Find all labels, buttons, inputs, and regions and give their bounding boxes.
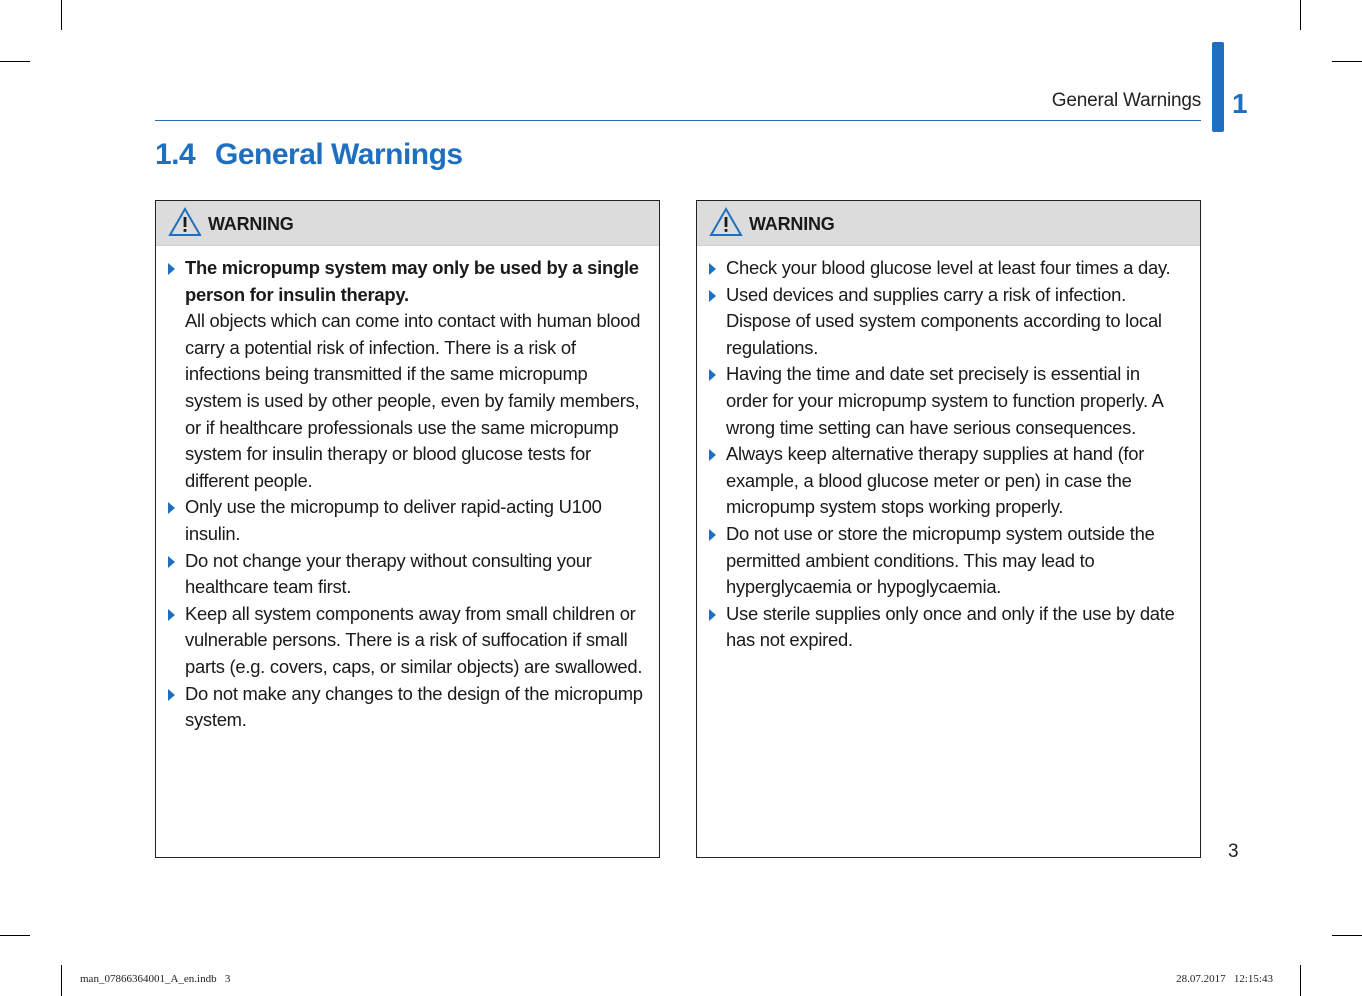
list-item	[185, 494, 645, 547]
list-item-text: Use sterile supplies only once and only if the use by date has not expired.	[726, 602, 1175, 651]
warning-heading: WARNING	[208, 214, 294, 234]
chapter-tab-marker	[1212, 42, 1224, 132]
bullet-triangle-icon	[168, 689, 175, 701]
bullet-triangle-icon	[168, 263, 175, 275]
section-title-text: General Warnings	[215, 138, 463, 171]
page-number: 3	[1228, 841, 1239, 862]
list-item	[726, 361, 1186, 441]
crop-mark	[1332, 935, 1362, 936]
crop-mark	[0, 935, 30, 936]
crop-mark	[61, 965, 62, 996]
list-item-text: Having the time and date set precisely is essential in order for your micropump system to function properly. A wrong time setting can have serious consequences.	[726, 363, 1163, 438]
chapter-number: 1	[1232, 88, 1248, 119]
warning-list	[156, 246, 659, 734]
crop-mark	[61, 0, 62, 30]
print-slug-file: man_07866364001_A_en.indb 3	[80, 973, 231, 985]
list-item	[185, 255, 645, 494]
bullet-triangle-icon	[168, 556, 175, 568]
list-item-text: Do not change your therapy without consulting your healthcare team first.	[185, 549, 592, 598]
header-rule	[155, 120, 1201, 121]
list-item-text: Do not use or store the micropump system outside the permitted ambient conditions. This may lead to hyperglycaemia or hypoglycaemia.	[726, 522, 1155, 598]
list-item-text: Used devices and supplies carry a risk of infection. Dispose of used system components according to local regulations.	[726, 283, 1162, 358]
list-item	[185, 548, 645, 601]
list-item	[185, 601, 645, 681]
bullet-triangle-icon	[709, 609, 716, 621]
bullet-triangle-icon	[709, 529, 716, 541]
section-title	[155, 138, 463, 172]
bullet-triangle-icon	[168, 609, 175, 621]
list-item-text: All objects which can come into contact with human blood carry a potential risk of infection. There is a risk of infections being transmitted if the same micropump system is used by other people, even by family members, or if healthcare professionals use the same micropump system for insulin therapy or blood glucose tests for different people.	[185, 310, 641, 491]
print-slug-timestamp: 28.07.2017 12:15:43	[1176, 973, 1273, 985]
list-item-text: Always keep alternative therapy supplies at hand (for example, a blood glucose meter or pen) in case the micropump system stops working properly.	[726, 443, 1145, 518]
bullet-triangle-icon	[709, 290, 716, 302]
crop-mark	[1332, 61, 1362, 62]
warning-triangle-icon	[168, 207, 202, 237]
warning-box-header	[156, 201, 659, 246]
list-item	[726, 441, 1186, 521]
list-item	[726, 282, 1186, 362]
bullet-triangle-icon	[168, 502, 175, 514]
list-item	[726, 255, 1186, 282]
warning-box-header	[697, 201, 1200, 246]
bullet-triangle-icon	[709, 263, 716, 275]
list-item-text: Check your blood glucose level at least four times a day.	[726, 257, 1171, 278]
crop-mark	[1300, 0, 1301, 30]
bullet-triangle-icon	[709, 369, 716, 381]
list-item	[726, 521, 1186, 601]
list-item-text: Do not make any changes to the design of the micropump system.	[185, 682, 643, 731]
list-item	[185, 681, 645, 734]
warning-box-right	[696, 200, 1201, 858]
section-number: 1.4	[155, 138, 196, 171]
crop-mark	[1300, 965, 1301, 996]
list-item-bold: The micropump system may only be used by a single person for insulin therapy.	[185, 257, 639, 305]
list-item	[726, 601, 1186, 654]
list-item-text: Keep all system components away from small children or vulnerable persons. There is a risk of suffocation if small parts (e.g. covers, caps, or similar objects) are swallowed.	[185, 602, 643, 677]
crop-mark	[0, 61, 30, 62]
list-item-text: Only use the micropump to deliver rapid-acting U100 insulin.	[185, 496, 602, 544]
warning-triangle-icon	[709, 207, 743, 237]
running-header-title: General Warnings	[1051, 90, 1201, 111]
warning-list	[697, 246, 1200, 654]
warning-box-left	[155, 200, 660, 858]
warning-heading: WARNING	[749, 214, 835, 234]
bullet-triangle-icon	[709, 449, 716, 461]
